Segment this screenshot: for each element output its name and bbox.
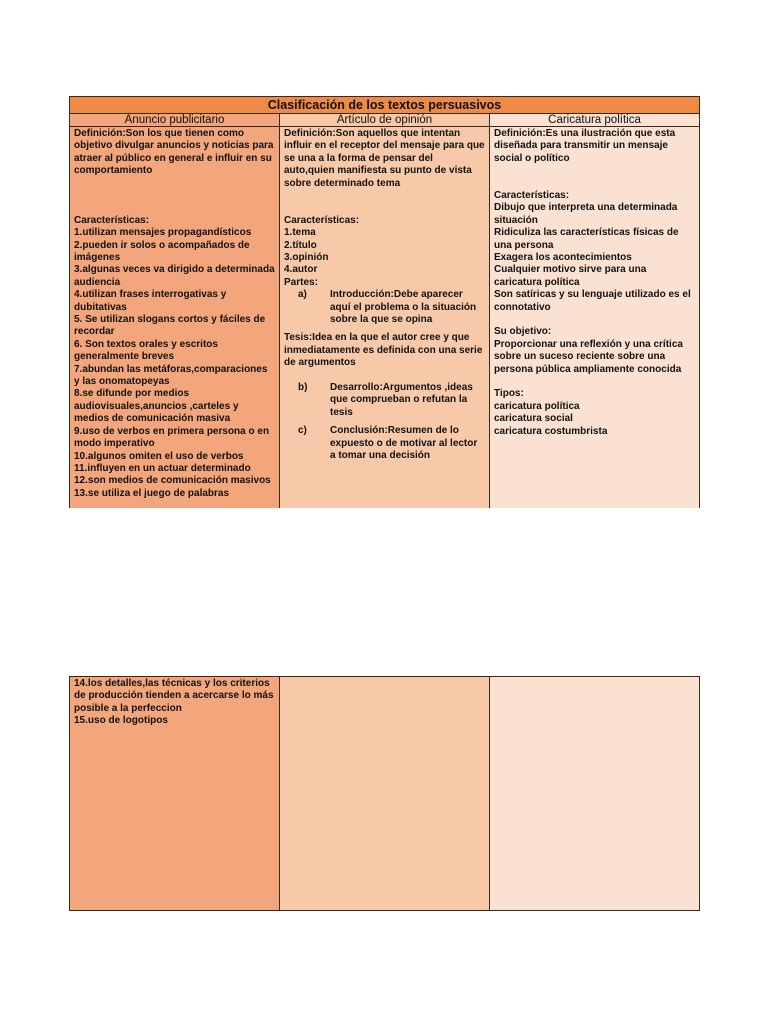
- caricatura-types-title: Tipos:: [494, 388, 524, 400]
- list-item: 7.abundan las metáforas,comparaciones y las onomatopeyas: [74, 363, 268, 388]
- list-item: Dibujo que interpreta una determinada situación: [494, 202, 678, 226]
- caricatura-objective: Proporcionar una reflexión y una crítica sobre un suceso reciente sobre una persona pública ampliamente conocida: [494, 338, 683, 375]
- list-item: 15.uso de logotipos: [74, 715, 168, 727]
- list-item: 4.autor: [284, 264, 318, 276]
- cell-articulo: [280, 127, 490, 508]
- table-title: Clasificación de los textos persuasivos: [70, 97, 699, 114]
- list-item: caricatura costumbrista: [494, 425, 608, 437]
- cell-anuncio-continued: [70, 677, 280, 910]
- list-item: 2.título: [284, 239, 317, 251]
- table-body-row: [70, 677, 699, 910]
- part-introduction: Introducción:Debe aparecer aquí el problema o la situación sobre la que se opina: [330, 289, 477, 326]
- list-item: [284, 289, 485, 326]
- list-item: 3.opinión: [284, 252, 329, 264]
- caricatura-definition: Definición:Es una ilustración que esta diseñada para transmitir un mensaje social o político: [494, 128, 676, 164]
- list-marker: a): [298, 289, 307, 301]
- list-item: 11.influyen en un actuar determinado: [74, 462, 251, 474]
- header-caricatura: Caricatura política: [490, 114, 699, 126]
- table-header-row: [70, 114, 699, 127]
- table-body-row: [70, 127, 699, 508]
- list-item: 5. Se utilizan slogans cortos y fáciles de recordar: [74, 314, 266, 338]
- persuasive-texts-table: [69, 96, 700, 508]
- list-item: 14.los detalles,las técnicas y los criterios de producción tienden a acercarse lo más posible a la perfeccion: [74, 678, 274, 714]
- list-item: caricatura social: [494, 413, 573, 425]
- caricatura-objective-title: Su objetivo:: [494, 326, 552, 338]
- list-item: 12.son medios de comunicación masivos: [74, 475, 271, 487]
- articulo-characteristics-title: Características:: [284, 214, 360, 226]
- cell-caricatura: [490, 127, 699, 508]
- list-item: [284, 425, 485, 462]
- part-development: Desarrollo:Argumentos ,ideas que comprueban o refutan la tesis: [330, 382, 473, 418]
- anuncio-definition: Definición:Son los que tienen como objetivo divulgar anuncios y noticias para atraer al público en general e influir en su comportamiento: [74, 128, 274, 177]
- header-articulo: Artículo de opinión: [280, 114, 490, 126]
- list-item: 8.se difunde por medios audiovisuales,anuncios ,carteles y medios de comunicación masiva: [74, 388, 239, 425]
- articulo-thesis: Tesis:Idea en la que el autor cree y que inmediatamente es definida con una serie de argumentos: [284, 332, 483, 369]
- list-marker: c): [298, 425, 307, 437]
- list-item: 1.utilizan mensajes propagandísticos: [74, 227, 252, 239]
- list-item: 9.uso de verbos en primera persona o en modo imperativo: [74, 425, 270, 450]
- list-item: [284, 382, 485, 419]
- list-item: caricatura política: [494, 400, 580, 412]
- list-item: Son satíricas y su lenguaje utilizado es el connotativo: [494, 289, 691, 313]
- cell-caricatura-continued: [490, 677, 699, 910]
- list-item: 2.pueden ir solos o acompañados de imágenes: [74, 239, 250, 264]
- caricatura-characteristics-title: Características:: [494, 190, 570, 201]
- list-item: 13.se utiliza el juego de palabras: [74, 487, 230, 499]
- list-item: 6. Son textos orales y escritos generalmente breves: [74, 338, 218, 363]
- part-conclusion: Conclusión:Resumen de lo expuesto o de motivar al lector a tomar una decisión: [330, 425, 478, 462]
- list-item: 10.algunos omiten el uso de verbos: [74, 450, 244, 462]
- list-item: Cualquier motivo sirve para una caricatura política: [494, 264, 647, 288]
- anuncio-characteristics-title: Características:: [74, 214, 150, 226]
- list-item: 3.algunas veces va dirigido a determinada audiencia: [74, 264, 275, 288]
- list-item: Exagera los acontecimientos: [494, 252, 632, 264]
- list-item: Ridiculiza las características físicas de una persona: [494, 227, 679, 251]
- list-item: 4.utilizan frases interrogativas y dubitativas: [74, 289, 227, 313]
- articulo-definition: Definición:Son aquellos que intentan influir en el receptor del mensaje para que se una a la forma de pensar del auto,quien manifiesta su punto de vista sobre determinado tema: [284, 128, 485, 189]
- list-marker: b): [298, 382, 308, 394]
- articulo-parts-title: Partes:: [284, 276, 318, 288]
- cell-articulo-continued: [280, 677, 490, 910]
- persuasive-texts-table-continued: [69, 676, 700, 911]
- cell-anuncio: [70, 127, 280, 508]
- header-anuncio: Anuncio publicitario: [70, 114, 280, 126]
- list-item: 1.tema: [284, 227, 316, 239]
